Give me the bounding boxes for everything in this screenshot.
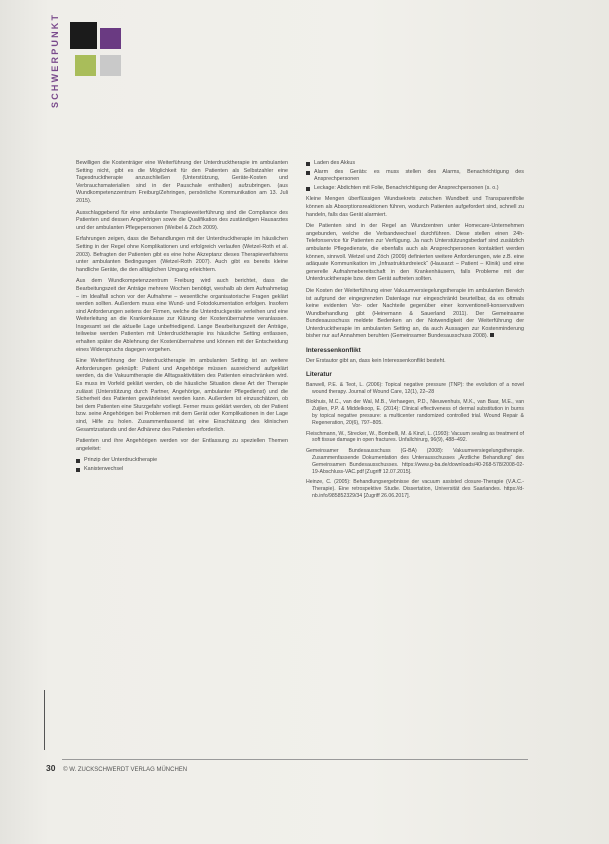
margin-rule: [44, 690, 45, 750]
list-item: Alarm des Geräts: es muss stellen des Alarms, Benachrichtigung des Ansprechpersonen: [306, 169, 524, 184]
reference-item: Blokhuis, M.C., van der Wal, M.B., Verhaegen, P.D., Nieuwenhuis, M.K., van Baar, M.E., van Zuijlen, P.P. & Middelkoop, E. (2014): Clinical effectiveness of dermal substitution in burns by topical negative pressure: a multicenter randomized controlled trial. Wound Repair & Regeneration, 20(6), 797–805.: [306, 399, 524, 426]
paragraph: Eine Weiterführung der Unterdrucktherapie im ambulanten Setting ist an weitere Anforderungen geknüpft: Patient und Angehörige müssen ausreichend aufgeklärt werden, da die Vakuumtherapie die Alltagsaktivitäten des Patienten einschränken wird. Es muss im Vorfeld geklärt werden, ob die häusliche Situation diese Art der Therapie zulässt (Unterstützung durch Partner, Angehörige, ambulanter Pflegedienst) und die Sicherheit des Patienten gewährleistet werden kann. Außerdem ist einzuschätzen, ob bei dem Patienten eine Sturzgefahr vorliegt. Ferner muss geklärt werden, ob der Patient bzw. seine Angehörigen bei Problemen mit dem Gerät oder Komplikationen in der Lage sind, Hilfe zu holen. Zusammenfassend ist eine Einschätzung des klinischen Gesamtzustands und der Adhärenz des Patienten erforderlich.: [76, 358, 288, 433]
reference-item: Banwell, P.E. & Teot, L. (2006): Topical negative pressure (TNP): the evolution of a novel wound therapy. Journal of Wound Care, 12(1), 22–28: [306, 381, 524, 395]
heading-conflict: Interessenkonflikt: [306, 347, 361, 355]
reference-item: Fleischmann, W., Strecker, W., Bombelli, M. & Kinzl, L. (1993): Vacuum sealing as treatment of soft tissue damage in open fractures. Unfallchirurg, 96(9), 488–492.: [306, 430, 524, 444]
paragraph: Kleine Mengen überflüssigen Wundsekrets zwischen Wundbett und Transparentfolie können als Absorptionsreaktionen führen, wodurch Patienten aufgefordert sind, schnell zu handeln, falls das Gerät alarmiert.: [306, 196, 524, 218]
page-footer: [46, 763, 187, 773]
paragraph: Bewilligen die Kostenträger eine Weiterführung der Unterdrucktherapie im ambulanten Setting nicht, gibt es die Möglichkeit für den Patienten als Selbstzahler eine Tagesdrucktherapie anzuschließen (Unterstützung, Geräte-Kosten und Verbrauchsmaterialien sind in der Pauschale enthalten) aufzubringen. (aus Wundkompetenzzentrum Freiburg/Zehringen, persönliche Kommunikation am 13. Juli 2015).: [76, 160, 288, 204]
list-item: Kanisterwechsel: [76, 466, 288, 474]
end-mark-icon: [490, 333, 494, 337]
paragraph: Patienten und ihre Angehörigen werden vor der Entlassung zu speziellen Themen angeleitet:: [76, 438, 288, 452]
paragraph: Der Erstautor gibt an, dass kein Interessenkonflikt besteht.: [306, 357, 446, 364]
logo-square-grey: [100, 55, 121, 76]
right-column: [306, 160, 524, 504]
reference-item: Heinze, C. (2005): Behandlungsergebnisse der vacuum assisted closure-Therapie (V.A.C.-Therapie). Eine retrospektive Studie. Dissertation, Universität des Saarlandes. https://d-nb.info/985852329/34 [Zugriff 26.06.2017].: [306, 479, 524, 499]
list-item: Prinzip der Unterdrucktherapie: [76, 457, 288, 465]
paragraph: [306, 288, 524, 341]
reference-item: Gemeinsamer Bundesausschuss (G-BA) (2008): Vakuumversiegelungstherapie. Zusammenfassende Dokumentation des Unterausschusses „Ärztliche Behandlung“ des Gemeinsamen Bundesausschusses. https://www.g-ba.de/downloads/40-268-578/2008-02-19-Abschluss-VAC.pdf [Zugriff 12.07.2015].: [306, 448, 524, 475]
paragraph: Ausschlaggebend für eine ambulante Therapieweiterführung sind die Compliance des Patienten und dessen Angehörigen sowie die Qualifikation des zuständigen Hausarztes und der ambulanten Pflegepersonen (Weibel & Zöch 2009).: [76, 209, 288, 231]
paragraph-text: Die Kosten der Weiterführung einer Vakuumversiegelungstherapie im ambulanten Bereich ist aufgrund der eingegrenzten Datenlage nur eingeschränkt beurteilbar, da es oftmals keine evidenten Vor- oder Nachteile gegenüber einer konventionell-konservativen Wundbehandlung gibt (Heinemann & Sauerland 2011). Der Gemeinsame Bundesausschuss meldete Bedenken an der Notwendigkeit der Weiterführung der Unterdrucktherapie im ambulanten Setting an, da auch Aussagen zur Kostenminderung bisher nur auf Annahmen beruhten (Gemeinsamer Bundesausschuss 2008).: [306, 287, 524, 340]
publisher-line: © W. ZUCKSCHWERDT VERLAG MÜNCHEN: [63, 767, 188, 773]
footer-rule: [62, 759, 528, 760]
logo-square-black: [70, 22, 97, 49]
page-number: 30: [46, 763, 56, 773]
list-item: Laden des Akkus: [306, 160, 524, 168]
list-item: Leckage: Abdichten mit Folie, Benachrichtigung der Ansprechpersonen (s. o.): [306, 185, 524, 193]
paragraph: Erfahrungen zeigen, dass die Behandlungen mit der Unterdrucktherapie im häuslichen Setting in der Regel ohne Komplikationen und erfolgreich verlaufen (Wetzel-Roth et al. 2003). Befragten der Patienten gibt es eine hohe Akzeptanz dieses Therapieverfahrens unter ambulanten Bedingungen (Wetzel-Roth 2007). Auch gibt es bereits kleine handliche Geräte, die den alltäglichen Umgang erleichtern.: [76, 236, 288, 273]
left-column: [76, 160, 288, 475]
heading-literature: Literatur: [306, 371, 332, 379]
paragraph: Aus dem Wundkompetenzzentrum Freiburg wird auch berichtet, dass die Bearbeitungszeit der Anträge mehrere Wochen benötigt, weshalb ab dem Aufnahmetag – im Idealfall schon vor der Aufnahme – wesentliche organisatorische Fragen geklärt werden sollten. Außerdem muss eine Wund- und Fotodokumentation erfolgen. Insofern sind Anforderungen seitens der Firmen, welche die Unterdruckgeräte verleihen und eine Weiterleitung an die Krankenkasse zur Klärung der Kostenübernahme veranlassen. Insgesamt sei die aktuelle Lage unbefriedigend. Lange Bearbeitungszeit der Anträge, teilweise werden Patienten mit Unterdrucktherapie ins häusliche Setting entlassen, erhalten später die Ablehnung der Kostenübernahme und können mit der Entscheidung eines Widerspruchs dagegen vorgehen.: [76, 278, 288, 353]
section-label: SCHWERPUNKT: [50, 12, 60, 108]
logo-square-green: [75, 55, 96, 76]
logo-square-purple: [100, 28, 121, 49]
paragraph: Die Patienten sind in der Regel an Wundzentren unter Homecare-Unternehmen angebunden, welche die Verbandwechsel durchführen. Diese stellen einen 24h-Telefonservice für Patienten zur Verfügung. Ja nach Unterstützungsbedarf sind zusätzlich ambulante Pflegedienste, die ebenfalls auch als Ansprechpersonen kontaktiert werden können, sinnvoll. Wetzel und Zöch (2009) definierten weitere Anforderungen, wie z.B. eine adäquate Kommunikation im „Infrastrukturdreieck“ (Hausarzt – Patient – Klinik) und eine generelle Aufnahmebereitschaft in den Krankenhäusern, falls Probleme mit der Unterdrucktherapie bzw. dem Gerät auftreten sollten.: [306, 223, 524, 283]
